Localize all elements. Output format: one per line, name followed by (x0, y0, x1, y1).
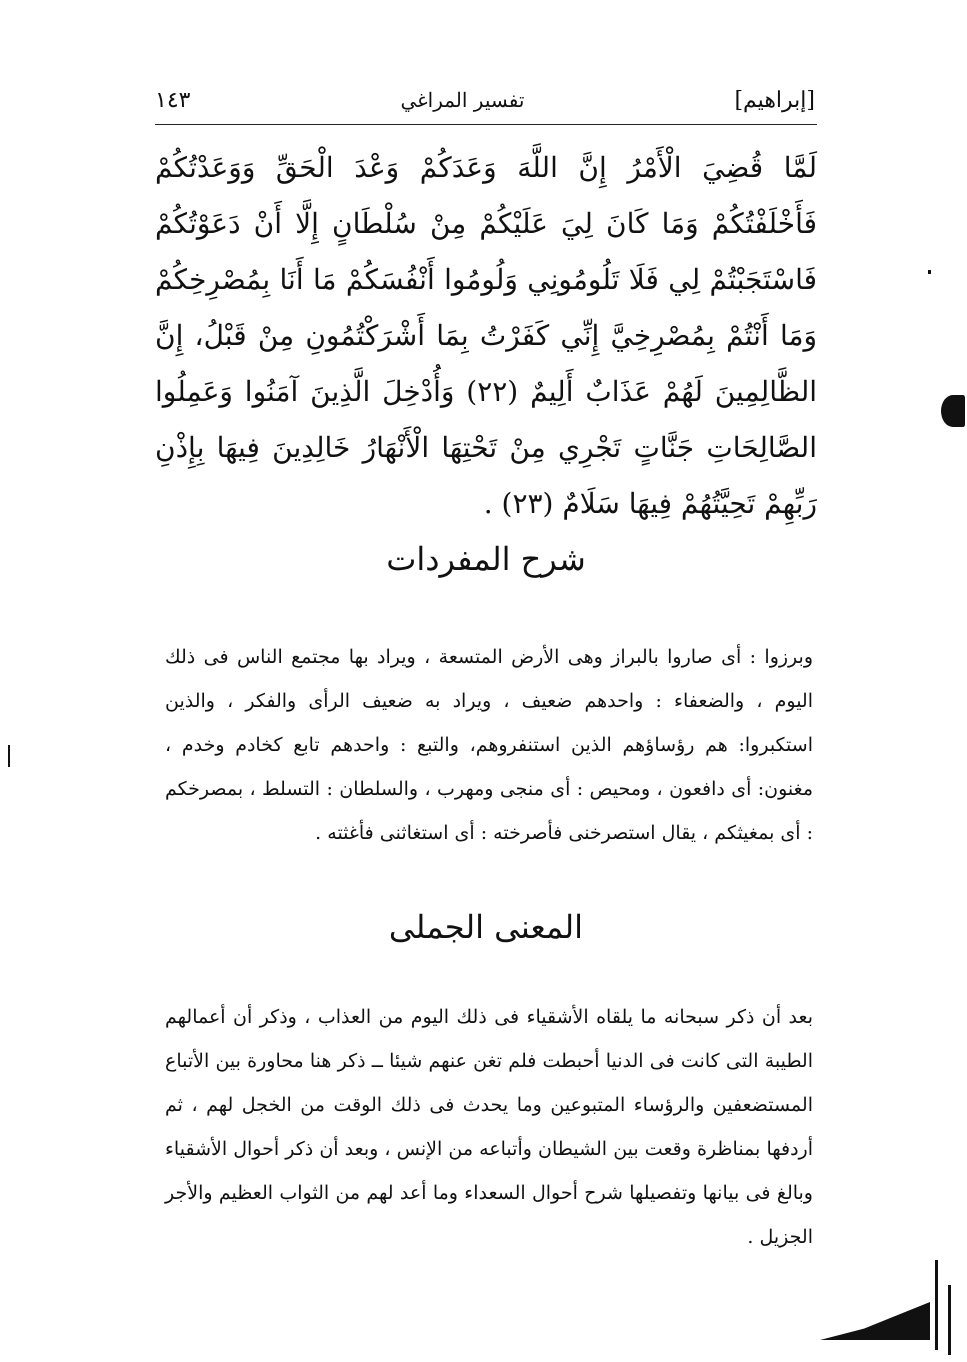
scan-edge-mark (941, 395, 965, 427)
page-header (155, 78, 815, 122)
scan-corner-shadow (820, 1302, 930, 1340)
scan-edge-line (948, 1285, 951, 1355)
scan-edge-line (935, 1260, 938, 1350)
vocabulary-paragraph: وبرزوا : أى صاروا بالبراز وهى الأرض المتسعة ، ويراد بها مجتمع الناس فى ذلك اليوم ، والضعفاء : واحدهم ضعيف ، ويراد به ضعيف الرأى والفكر ، والذين استكبروا: هم رؤساؤهم الذين استنفروهم، والتبع : واحدهم تابع كخادم وخدم ، مغنون: أى دافعون ، ومحيص : أى منجى ومهرب ، والسلطان : التسلط ، بمصرخكم : أى بمغيثكم ، يقال استصرخنى فأصرخته : أى استغاثنى فأغثته . (165, 646, 813, 844)
section-heading-vocabulary: شرح المفردات (386, 540, 586, 578)
quran-verse-block: لَمَّا قُضِيَ الْأَمْرُ إِنَّ اللَّهَ وَعَدَكُمْ وَعْدَ الْحَقِّ وَوَعَدْتُكُمْ فَأَخْلَفْتُكُمْ وَمَا كَانَ لِيَ عَلَيْكُمْ مِنْ سُلْطَانٍ إِلَّا أَنْ دَعَوْتُكُمْ فَاسْتَجَبْتُمْ لِي فَلَا تَلُومُونِي وَلُومُوا أَنْفُسَكُمْ مَا أَنَا بِمُصْرِخِكُمْ وَمَا أَنْتُمْ بِمُصْرِخِيَّ إِنِّي كَفَرْتُ بِمَا أَشْرَكْتُمُونِ مِنْ قَبْلُ، إِنَّ الظَّالِمِينَ لَهُمْ عَذَابٌ أَلِيمٌ (٢٢) وَأُدْخِلَ الَّذِينَ آمَنُوا وَعَمِلُوا الصَّالِحَاتِ جَنَّاتٍ تَجْرِي مِنْ تَحْتِهَا الْأَنْهَارُ خَالِدِينَ فِيهَا بِإِذْنِ رَبِّهِمْ تَحِيَّتُهُمْ فِيهَا سَلَامٌ (٢٣) . (155, 151, 818, 520)
header-rule (155, 124, 817, 125)
general-meaning-paragraph: بعد أن ذكر سبحانه ما يلقاه الأشقياء فى ذلك اليوم من العذاب ، وذكر أن أعمالهم الطيبة التى كانت فى الدنيا أحبطت فلم تغن عنهم شيئا ــ ذكر هنا محاورة بين الأتباع المستضعفين والرؤساء المتبوعين وما يحدث فى ذلك الوقت من الخجل لهم ، ثم أردفها بمناظرة وقعت بين الشيطان وأتباعه من الإنس ، وبعد أن ذكر أحوال الأشقياء وبالغ فى بيانها وتفصيلها شرح أحوال السعداء وما أعد لهم من الثواب العظيم والأجر الجزيل . (165, 1006, 813, 1248)
scan-speck (928, 270, 931, 274)
header-book-title: تفسير المراغي (400, 88, 525, 112)
header-page-number: ١٤٣ (155, 87, 191, 113)
section-heading-general-meaning: المعنى الجملى (388, 908, 584, 946)
scan-edge-line (8, 745, 10, 767)
header-surah-name: [إبراهيم] (734, 87, 815, 113)
